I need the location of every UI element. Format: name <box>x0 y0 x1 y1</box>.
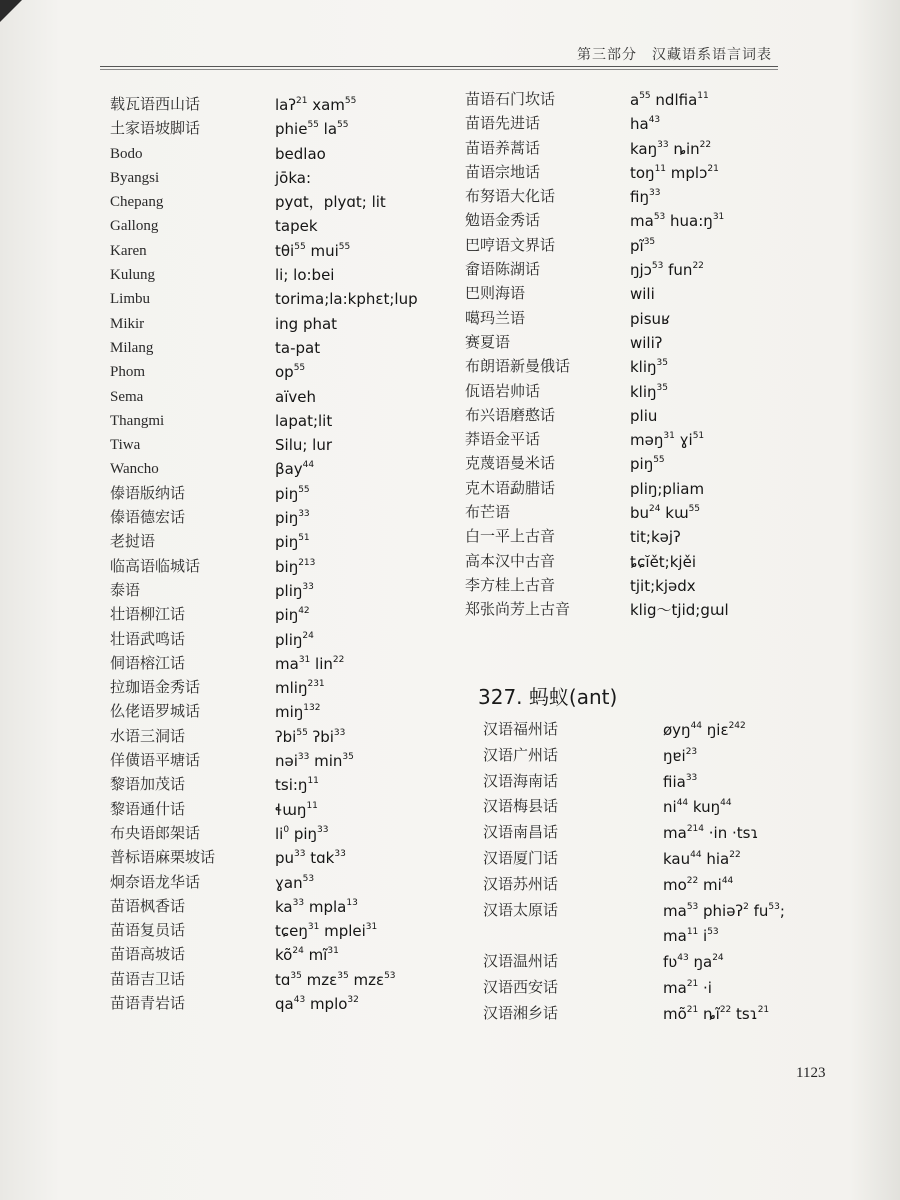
entry-row <box>110 482 440 506</box>
entry-row <box>465 258 795 282</box>
word-form: məŋ$^{31}$ ɣi$^{51}$ <box>630 431 705 450</box>
entry-row <box>465 185 795 209</box>
word-form: pliŋ;pliam <box>630 479 705 498</box>
word-form: $ma^{21} \cdot i$ <box>663 978 712 997</box>
language-name: 克木语勐腊话 <box>465 480 556 497</box>
entry-row <box>110 676 440 700</box>
word-form: pliŋ$^{24}$ <box>275 630 314 649</box>
word-form: ɣan$^{53}$ <box>275 873 315 892</box>
language-name: 拉珈语金秀话 <box>110 680 201 697</box>
word-form: piŋ$^{42}$ <box>275 606 310 625</box>
entry-row <box>110 312 440 336</box>
entry-row <box>110 385 440 409</box>
language-name: Milang <box>110 339 154 356</box>
language-name: 布努语大化话 <box>465 189 556 206</box>
word-form: mliŋ$^{231}$ <box>275 679 325 698</box>
word-form: jōka: <box>275 168 312 187</box>
entry-row <box>110 336 440 360</box>
language-name: 苗语先进话 <box>465 116 541 133</box>
word-form: biŋ$^{213}$ <box>275 557 316 576</box>
entry-row <box>465 112 795 136</box>
word-form: $pĩ^{35}$ <box>630 236 656 255</box>
word-form: $ka^{33}$ mpla$^{13}$ <box>275 897 358 916</box>
word-form: $ni^{44}$ kuŋ$^{44}$ <box>663 798 732 817</box>
entry-row <box>465 501 795 525</box>
language-name: Gallong <box>110 218 159 235</box>
entry-row <box>465 598 795 622</box>
language-name: 布央语郎架话 <box>110 825 201 842</box>
word-form: piŋ$^{55}$ <box>630 455 665 474</box>
language-name: 汉语海南话 <box>483 773 559 790</box>
language-name: 老挝语 <box>110 534 156 551</box>
entry-row <box>110 943 440 967</box>
entry-row <box>483 923 813 949</box>
section-entries <box>483 717 813 1027</box>
entry-row <box>110 555 440 579</box>
entry-row <box>110 628 440 652</box>
language-name: Mikir <box>110 315 145 332</box>
entry-row <box>110 749 440 773</box>
entry-row <box>110 166 440 190</box>
entry-row <box>483 949 813 975</box>
language-name: 佯僙语平塘话 <box>110 753 201 770</box>
header-rule <box>100 66 778 67</box>
entry-row <box>465 88 795 112</box>
word-form: ȶɕĭět;kjěi <box>630 552 696 571</box>
language-name: 汉语厦门话 <box>483 850 559 867</box>
entry-row <box>465 331 795 355</box>
word-form: kau$^{44}$ hia$^{22}$ <box>663 849 741 868</box>
entry-row <box>483 898 813 924</box>
entry-row <box>110 530 440 554</box>
word-form: βay$^{44}$ <box>275 460 315 479</box>
entry-row <box>110 895 440 919</box>
page-corner-shadow <box>0 0 22 22</box>
entry-row <box>110 506 440 530</box>
entry-row <box>110 360 440 384</box>
language-name: 土家语坡脚话 <box>110 121 201 138</box>
entry-row <box>483 769 813 795</box>
language-name: 普标语麻栗坡话 <box>110 850 216 867</box>
language-name: Bodo <box>110 145 143 162</box>
language-name: 布朗语新曼俄话 <box>465 359 571 376</box>
entry-row <box>465 452 795 476</box>
page-number: 1123 <box>796 1065 826 1081</box>
word-form: $kõ^{24}$ $mĩ^{31}$ <box>275 946 339 965</box>
word-form: fiŋ$^{33}$ <box>630 188 661 207</box>
word-form: $bu^{24}$ kɯ$^{55}$ <box>630 504 701 523</box>
word-form: piŋ$^{55}$ <box>275 484 310 503</box>
language-name: 李方桂上古音 <box>465 577 556 594</box>
language-name: Karen <box>110 242 147 259</box>
word-form: tapek <box>275 217 318 236</box>
language-name: 苗语宗地话 <box>465 164 541 181</box>
entry-row <box>110 457 440 481</box>
language-name: 壮语武鸣话 <box>110 631 186 648</box>
entry-row <box>110 409 440 433</box>
entry-row <box>110 93 440 117</box>
word-form: pisuʁ <box>630 309 671 328</box>
language-name: 克蔑语曼米话 <box>465 456 556 473</box>
language-name: 临高语临城话 <box>110 558 201 575</box>
word-form: nəi$^{33}$ $\min^{35}$ <box>275 752 354 771</box>
entry-row <box>110 214 440 238</box>
word-form: ing phat <box>275 314 338 333</box>
language-name: Chepang <box>110 194 164 211</box>
language-name: Kulung <box>110 267 155 284</box>
language-name: 赛夏语 <box>465 334 511 351</box>
language-name: 白一平上古音 <box>465 529 556 546</box>
entry-row <box>483 846 813 872</box>
entry-row <box>110 773 440 797</box>
entry-row <box>483 743 813 769</box>
entry-row <box>483 975 813 1001</box>
language-name: 布芒语 <box>465 505 511 522</box>
language-name: 勉语金秀话 <box>465 213 541 230</box>
word-form: $qa^{43}$ mplo$^{32}$ <box>275 994 359 1013</box>
word-form: lapat;lit <box>275 411 333 430</box>
language-name: 汉语苏州话 <box>483 876 559 893</box>
word-form: $mõ^{21}$ $ȵĩ^{22}$ tsɿ$^{21}$ <box>663 1004 770 1023</box>
entry-row <box>110 798 440 822</box>
word-form: tit;kəjʔ <box>630 528 681 547</box>
language-name: 汉语梅县话 <box>483 799 559 816</box>
word-form: ŋɐi$^{23}$ <box>663 746 698 765</box>
language-name: 苗语石门坎话 <box>465 92 556 108</box>
entry-row <box>110 603 440 627</box>
word-form: $ma^{214} \cdot in$ ·tsɿ <box>663 824 759 843</box>
entry-row <box>110 263 440 287</box>
language-name: 苗语青岩话 <box>110 995 186 1012</box>
language-name: 苗语养蒿话 <box>465 140 541 157</box>
word-form: fiia$^{33}$ <box>663 772 698 791</box>
entry-row <box>110 968 440 992</box>
entry-row <box>465 550 795 574</box>
entry-row <box>110 142 440 166</box>
language-name: 汉语太原话 <box>483 902 559 919</box>
entry-row <box>483 1001 813 1027</box>
header-rule-secondary <box>100 69 778 70</box>
language-name: 巴哼语文界话 <box>465 237 556 254</box>
entry-row <box>110 919 440 943</box>
entry-row <box>110 117 440 141</box>
right-column <box>465 88 795 623</box>
word-form: miŋ$^{132}$ <box>275 703 321 722</box>
language-name: Sema <box>110 388 144 405</box>
word-form: tɕeŋ$^{31}$ mplei$^{31}$ <box>275 922 378 941</box>
language-name: 布兴语磨憨话 <box>465 407 556 424</box>
language-name: 汉语广州话 <box>483 747 559 764</box>
entry-row <box>465 477 795 501</box>
language-name: 载瓦语西山话 <box>110 97 201 113</box>
language-name: Wancho <box>110 461 159 478</box>
word-form: $ma^{11}$ $i^{53}$ <box>663 927 719 946</box>
language-name: 黎语加茂话 <box>110 777 186 794</box>
entry-row <box>110 846 440 870</box>
entry-row <box>110 239 440 263</box>
word-form: $ha^{43}$ <box>630 115 661 134</box>
language-name: 巴则海语 <box>465 286 526 303</box>
entry-row <box>465 380 795 404</box>
word-form: wiliʔ <box>630 333 663 352</box>
entry-row <box>465 209 795 233</box>
word-form: ŋjɔ$^{53}$ fun$^{22}$ <box>630 261 704 280</box>
word-form: tɑ$^{35}$ mzɛ$^{35}$ mzɛ$^{53}$ <box>275 970 396 989</box>
entry-row <box>465 282 795 306</box>
entry-row <box>110 287 440 311</box>
entry-row <box>465 137 795 161</box>
language-name: Tiwa <box>110 437 141 454</box>
entry-row <box>110 992 440 1016</box>
language-name: Phom <box>110 364 146 381</box>
language-name: Limbu <box>110 291 150 308</box>
word-form: $op^{55}$ <box>275 363 306 382</box>
word-form: pliŋ$^{33}$ <box>275 581 314 600</box>
word-form: $li^0$ piŋ$^{33}$ <box>275 824 329 843</box>
language-name: Byangsi <box>110 169 160 186</box>
word-form: toŋ$^{11}$ mplɔ$^{21}$ <box>630 163 719 182</box>
word-form: $ma^{53}$ $hua:ŋ^{31}$ <box>630 212 725 231</box>
language-name: 傣语版纳话 <box>110 485 186 502</box>
language-name: 佤语岩帅话 <box>465 383 541 400</box>
language-name: 苗语吉卫话 <box>110 971 186 988</box>
running-header: 第三部分 汉藏语系语言词表 <box>577 47 772 63</box>
entry-row <box>110 652 440 676</box>
word-form: tjit;kjədx <box>630 576 696 595</box>
word-form: $ma^{53}$ phiəʔ$^2$ $fu^{53}$; <box>663 901 785 920</box>
word-form: $mo^{22}$ $mi^{44}$ <box>663 875 734 894</box>
entry-row <box>465 234 795 258</box>
word-form: øyŋ$^{44}$ ŋiɛ$^{242}$ <box>663 721 746 739</box>
language-name: 黎语通什话 <box>110 801 186 818</box>
section-heading: 327. 蚂蚁(ant) <box>478 685 618 709</box>
entry-row <box>465 307 795 331</box>
word-form: $ma^{31}$ lin$^{22}$ <box>275 654 345 673</box>
language-name: 苗语枫香话 <box>110 898 186 915</box>
word-form: pyɑt，plyɑt; lit <box>275 193 386 212</box>
left-column <box>110 93 440 1016</box>
language-name: 莽语金平话 <box>465 432 541 449</box>
entry-row <box>110 822 440 846</box>
language-name: 侗语榕江话 <box>110 655 186 672</box>
word-form: kliŋ$^{35}$ <box>630 358 668 377</box>
word-form: aïveh <box>275 387 316 406</box>
word-form: tθi$^{55}$ mui$^{55}$ <box>275 241 351 260</box>
word-form: kliŋ$^{35}$ <box>630 382 668 401</box>
entry-row <box>465 428 795 452</box>
language-name: 汉语福州话 <box>483 722 559 738</box>
language-name: 炯奈语龙华话 <box>110 874 201 891</box>
language-name: 泰语 <box>110 582 141 599</box>
entry-row <box>465 574 795 598</box>
word-form: kaŋ$^{33}$ ȵin$^{22}$ <box>630 139 712 158</box>
word-form: klig～tjid;gɯl <box>630 601 729 620</box>
language-name: 傣语德宏话 <box>110 510 186 527</box>
word-form: ʔbi$^{55}$ ʔbi$^{33}$ <box>275 727 346 746</box>
language-name: Thangmi <box>110 412 165 429</box>
entry-row <box>465 161 795 185</box>
word-form: $pu^{33}$ tɑk$^{33}$ <box>275 849 346 868</box>
word-form: torima;la:kphɛt;lup <box>275 290 418 309</box>
word-form: phie$^{55}$ $la^{55}$ <box>275 120 349 139</box>
word-form: li; lo:bei <box>275 266 335 285</box>
language-name: 苗语高坡话 <box>110 947 186 964</box>
entry-row <box>465 355 795 379</box>
language-name: 苗语复员话 <box>110 923 186 940</box>
entry-row <box>110 700 440 724</box>
word-form: bedlao <box>275 144 326 163</box>
word-form: ta-pat <box>275 338 321 357</box>
language-name: 郑张尚芳上古音 <box>465 602 571 619</box>
word-form: Silu; lur <box>275 436 333 455</box>
language-name: 汉语南昌话 <box>483 825 559 842</box>
word-form: piŋ$^{33}$ <box>275 509 310 528</box>
word-form: piŋ$^{51}$ <box>275 533 310 552</box>
entry-row <box>110 190 440 214</box>
language-name: 畲语陈湖话 <box>465 262 541 279</box>
word-form: laʔ$^{21}$ xam$^{55}$ <box>275 96 357 114</box>
entry-row <box>483 717 813 743</box>
language-name: 仫佬语罗城话 <box>110 704 201 721</box>
language-name: 水语三洞话 <box>110 728 186 745</box>
entry-row <box>110 725 440 749</box>
word-form: wili <box>630 285 655 304</box>
language-name: 汉语湘乡话 <box>483 1005 559 1022</box>
entry-row <box>110 579 440 603</box>
language-name: 高本汉中古音 <box>465 553 556 570</box>
entry-row <box>110 433 440 457</box>
word-form: $a^{55}$ ndlfia$^{11}$ <box>630 91 709 109</box>
entry-row <box>110 871 440 895</box>
entry-row <box>483 794 813 820</box>
language-name: 噶玛兰语 <box>465 310 526 327</box>
language-name: 汉语温州话 <box>483 954 559 971</box>
word-form: ɬɯŋ$^{11}$ <box>275 800 318 819</box>
word-form: $tsi:ŋ^{11}$ <box>275 776 319 795</box>
entry-row <box>483 820 813 846</box>
language-name: 汉语西安话 <box>483 979 559 996</box>
word-form: fʋ$^{43}$ $ŋa^{24}$ <box>663 953 724 972</box>
language-name: 壮语柳江话 <box>110 607 186 624</box>
entry-row <box>483 872 813 898</box>
entry-row <box>465 525 795 549</box>
entry-row <box>465 404 795 428</box>
word-form: pliu <box>630 406 658 425</box>
